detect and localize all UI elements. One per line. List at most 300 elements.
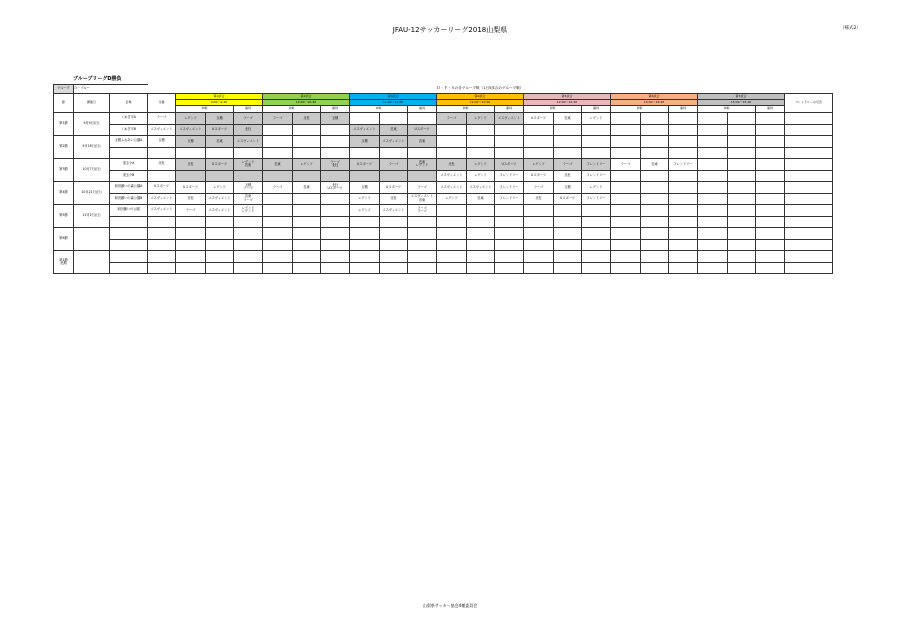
match-cell xyxy=(728,147,756,159)
match-cell xyxy=(641,228,669,240)
match-cell xyxy=(554,136,582,148)
match-cell: エスヴィエント xyxy=(206,205,234,217)
match-cell xyxy=(611,170,641,182)
match-cell xyxy=(669,262,698,274)
match-cell xyxy=(408,239,437,251)
host-cell: 北杜 xyxy=(148,159,176,171)
host-cell: 玉穂 xyxy=(148,136,176,148)
match-cell: フレンドリー xyxy=(669,159,698,171)
match-cell xyxy=(554,205,582,217)
friendly-cell xyxy=(785,262,833,274)
schedule-table xyxy=(53,84,833,274)
match-cell: Uスポーツ xyxy=(408,124,437,136)
match-1-header: 第1試合 xyxy=(176,94,263,100)
match-cell: 忠東 レグンド xyxy=(408,159,437,171)
match-cell: 北杜 xyxy=(380,193,408,205)
match-cell xyxy=(698,159,728,171)
match-cell: 玉穂 xyxy=(350,136,380,148)
versus-header: 対戦 xyxy=(698,106,756,113)
round-label: 第3節 xyxy=(54,159,74,182)
venue-cell: 須玉小A xyxy=(110,159,148,171)
match-cell xyxy=(582,228,611,240)
match-cell: レグンド xyxy=(467,113,495,125)
match-cell: 北杜 xyxy=(437,159,467,171)
match-cell: レグンド xyxy=(582,113,611,125)
match-cell: レグンド 忠東 xyxy=(234,159,263,171)
venue-cell xyxy=(110,228,148,240)
venue-cell: くぬぎ平A xyxy=(110,113,148,125)
match-cell xyxy=(756,239,785,251)
match-cell: Uスポーツ xyxy=(176,182,206,194)
match-cell xyxy=(524,228,554,240)
match-cell xyxy=(698,136,728,148)
match-cell: 北杜 xyxy=(176,193,206,205)
match-cell xyxy=(611,136,641,148)
versus-header: 対戦 xyxy=(437,106,495,113)
match-cell xyxy=(293,147,321,159)
match-cell xyxy=(467,251,495,263)
match-cell xyxy=(554,228,582,240)
match-cell xyxy=(263,205,293,217)
match-cell: 玉穂 xyxy=(206,113,234,125)
match-cell xyxy=(176,228,206,240)
match-cell xyxy=(524,251,554,263)
match-cell xyxy=(293,239,321,251)
match-cell xyxy=(350,113,380,125)
match-cell xyxy=(728,239,756,251)
match-cell: ラーゴ xyxy=(611,159,641,171)
match-cell xyxy=(321,193,350,205)
match-cell xyxy=(756,182,785,194)
match-cell xyxy=(698,147,728,159)
match-cell xyxy=(756,193,785,205)
match-cell: 北杜 xyxy=(524,193,554,205)
match-cell xyxy=(234,216,263,228)
match-cell xyxy=(669,147,698,159)
match-cell xyxy=(669,170,698,182)
venue-cell: 和田藤いの公園 xyxy=(110,205,148,217)
match-cell xyxy=(408,216,437,228)
match-cell: ラーゴ xyxy=(380,159,408,171)
match-cell xyxy=(263,193,293,205)
match-cell xyxy=(176,216,206,228)
group-value: Ｄ－ブルー xyxy=(74,85,148,94)
match-cell xyxy=(756,147,785,159)
match-6-header: 第6試合 xyxy=(611,94,698,100)
match-cell: エスヴィエント xyxy=(495,113,524,125)
round-label: 第6節 xyxy=(54,228,74,251)
match-cell xyxy=(524,262,554,274)
match-cell xyxy=(176,239,206,251)
match-cell: エスヴィエント xyxy=(176,124,206,136)
match-3-time: 11:00～11:40 xyxy=(350,100,437,106)
round-label: 第2節 xyxy=(54,136,74,159)
match-5-time: 12:00～12:40 xyxy=(524,100,611,106)
match-cell xyxy=(408,262,437,274)
match-cell xyxy=(698,251,728,263)
match-cell xyxy=(467,136,495,148)
match-cell xyxy=(467,205,495,217)
venue-cell: くぬぎ平B xyxy=(110,124,148,136)
match-cell xyxy=(206,216,234,228)
match-cell xyxy=(263,124,293,136)
friendly-header: フレンドリーの可否 xyxy=(785,94,833,113)
match-cell xyxy=(437,216,467,228)
match-cell xyxy=(728,251,756,263)
referee-header: 審判 xyxy=(495,106,524,113)
match-cell xyxy=(611,251,641,263)
match-cell xyxy=(234,228,263,240)
match-cell: 忠東 xyxy=(263,159,293,171)
match-cell: ラーゴ xyxy=(554,159,582,171)
match-cell xyxy=(669,239,698,251)
match-cell: 忠東 xyxy=(554,113,582,125)
referee-header: 審判 xyxy=(321,106,350,113)
match-cell xyxy=(206,170,234,182)
referee-header: 審判 xyxy=(408,106,437,113)
friendly-cell xyxy=(785,113,833,125)
match-cell: 玉穂 xyxy=(321,113,350,125)
match-cell xyxy=(641,251,669,263)
venue-cell xyxy=(110,262,148,274)
match-cell: フレンドリー xyxy=(582,193,611,205)
match-cell: 北杜 xyxy=(554,170,582,182)
match-cell xyxy=(437,136,467,148)
match-cell xyxy=(408,251,437,263)
match-cell: レグンド xyxy=(206,182,234,194)
host-cell xyxy=(148,251,176,263)
match-cell: エスヴィエント xyxy=(380,205,408,217)
date-header: 開催日 xyxy=(74,94,110,113)
match-cell: 玉穂 xyxy=(350,182,380,194)
match-cell xyxy=(554,251,582,263)
match-cell xyxy=(611,262,641,274)
match-cell xyxy=(380,216,408,228)
match-cell xyxy=(756,136,785,148)
match-cell: 忠東 xyxy=(467,193,495,205)
match-cell xyxy=(611,147,641,159)
match-cell xyxy=(263,228,293,240)
host-cell xyxy=(148,262,176,274)
match-cell xyxy=(524,136,554,148)
match-cell xyxy=(263,251,293,263)
host-cell xyxy=(148,170,176,182)
match-cell: ラーゴ ラーゴ xyxy=(408,205,437,217)
match-cell xyxy=(582,124,611,136)
host-cell: Uスポーツ xyxy=(148,182,176,194)
referee-header: 審判 xyxy=(669,106,698,113)
match-cell xyxy=(437,251,467,263)
match-cell: レグンド xyxy=(176,113,206,125)
match-cell xyxy=(524,205,554,217)
match-7-header: 第7試合 xyxy=(698,94,785,100)
match-cell xyxy=(408,147,437,159)
match-cell: ラーゴ xyxy=(234,113,263,125)
match-cell: エスヴィエント xyxy=(206,193,234,205)
match-cell: Uスポーツ xyxy=(495,159,524,171)
match-cell xyxy=(350,147,380,159)
match-cell xyxy=(234,147,263,159)
round-date: 10月7日(日) xyxy=(74,159,110,182)
match-cell xyxy=(437,239,467,251)
match-cell xyxy=(698,193,728,205)
match-cell xyxy=(206,251,234,263)
match-cell xyxy=(641,193,669,205)
match-cell xyxy=(437,124,467,136)
match-cell xyxy=(728,170,756,182)
match-cell: ラーゴ xyxy=(263,182,293,194)
match-cell xyxy=(728,159,756,171)
match-cell xyxy=(380,170,408,182)
match-4-time: 11:00～11:40 xyxy=(437,100,524,106)
match-cell: 忠東 xyxy=(408,136,437,148)
match-cell xyxy=(728,113,756,125)
match-cell xyxy=(263,136,293,148)
match-cell xyxy=(756,262,785,274)
match-4-header: 第4試合 xyxy=(437,94,524,100)
match-cell: エスヴィエント xyxy=(437,182,467,194)
match-cell xyxy=(669,228,698,240)
match-cell: エスヴィエント xyxy=(350,124,380,136)
match-cell: レグンド xyxy=(293,159,321,171)
match-cell xyxy=(641,147,669,159)
match-cell xyxy=(176,170,206,182)
match-cell xyxy=(611,193,641,205)
match-cell: 忠東 ラーゴ xyxy=(234,193,263,205)
round-date: 12月2日(日) xyxy=(74,205,110,228)
match-cell xyxy=(728,216,756,228)
match-cell xyxy=(669,205,698,217)
match-cell: レグンド xyxy=(467,159,495,171)
friendly-cell xyxy=(785,182,833,194)
match-cell xyxy=(641,136,669,148)
match-cell xyxy=(582,205,611,217)
match-cell xyxy=(554,262,582,274)
match-cell xyxy=(437,147,467,159)
match-cell xyxy=(321,216,350,228)
match-cell xyxy=(582,147,611,159)
match-cell xyxy=(728,228,756,240)
host-cell xyxy=(148,216,176,228)
match-cell xyxy=(380,147,408,159)
host-cell xyxy=(148,239,176,251)
match-cell xyxy=(495,228,524,240)
match-cell xyxy=(350,228,380,240)
document-title: JFAU-12サッカーリーグ2018山梨県 xyxy=(392,26,508,34)
friendly-cell xyxy=(785,147,833,159)
host-header: 当番 xyxy=(148,94,176,113)
match-cell xyxy=(263,170,293,182)
match-cell xyxy=(698,205,728,217)
versus-header: 対戦 xyxy=(611,106,669,113)
match-cell xyxy=(321,124,350,136)
match-cell: エスヴィエント xyxy=(234,136,263,148)
venue-header: 会場 xyxy=(110,94,148,113)
match-cell: レグンド xyxy=(467,170,495,182)
match-cell xyxy=(176,251,206,263)
match-cell xyxy=(582,136,611,148)
match-cell xyxy=(293,136,321,148)
match-cell xyxy=(321,205,350,217)
match-cell: Uスポーツ xyxy=(524,170,554,182)
match-cell xyxy=(554,124,582,136)
match-cell xyxy=(206,228,234,240)
match-cell xyxy=(350,251,380,263)
match-cell xyxy=(524,239,554,251)
match-cell: 忠東 xyxy=(380,124,408,136)
round-label: 第1節 xyxy=(54,113,74,136)
round-label: 第5節 xyxy=(54,205,74,228)
form-number: （様式2） xyxy=(840,26,861,31)
match-cell xyxy=(293,251,321,263)
friendly-cell xyxy=(785,136,833,148)
match-cell xyxy=(293,193,321,205)
match-cell xyxy=(669,182,698,194)
friendly-cell xyxy=(785,159,833,171)
match-cell xyxy=(728,193,756,205)
match-cell: 北杜 xyxy=(234,124,263,136)
match-cell xyxy=(756,113,785,125)
match-cell xyxy=(641,124,669,136)
match-cell xyxy=(437,262,467,274)
match-cell: ラーゴ xyxy=(263,113,293,125)
match-cell xyxy=(698,262,728,274)
match-cell xyxy=(641,113,669,125)
match-cell xyxy=(467,239,495,251)
match-cell xyxy=(206,262,234,274)
match-cell xyxy=(756,216,785,228)
match-cell xyxy=(293,124,321,136)
match-cell: フレンドリー xyxy=(495,182,524,194)
match-cell xyxy=(495,136,524,148)
match-cell xyxy=(554,239,582,251)
match-cell xyxy=(611,216,641,228)
match-cell: Uスポーツ xyxy=(206,159,234,171)
round-date xyxy=(74,228,110,251)
match-cell xyxy=(263,239,293,251)
match-cell xyxy=(524,216,554,228)
round-label: 第1節 延期 xyxy=(54,251,74,274)
match-cell xyxy=(669,124,698,136)
match-cell xyxy=(263,147,293,159)
match-cell xyxy=(321,251,350,263)
match-cell xyxy=(380,262,408,274)
match-cell xyxy=(321,147,350,159)
match-cell xyxy=(380,239,408,251)
match-cell xyxy=(437,205,467,217)
match-cell xyxy=(554,216,582,228)
match-cell xyxy=(582,239,611,251)
match-1-time: 9:00～9:40 xyxy=(176,100,263,106)
match-cell: フレンドリー xyxy=(495,193,524,205)
versus-header: 対戦 xyxy=(263,106,321,113)
match-cell: フレンドリー xyxy=(582,159,611,171)
host-cell xyxy=(148,228,176,240)
match-cell xyxy=(495,205,524,217)
match-cell xyxy=(234,262,263,274)
versus-header: 対戦 xyxy=(350,106,408,113)
match-cell xyxy=(669,136,698,148)
match-cell xyxy=(408,170,437,182)
match-cell: 忠東 xyxy=(293,182,321,194)
friendly-cell xyxy=(785,251,833,263)
match-cell xyxy=(698,228,728,240)
match-cell xyxy=(756,170,785,182)
match-cell xyxy=(467,124,495,136)
match-2-time: 10:00～10:40 xyxy=(263,100,350,106)
match-cell xyxy=(350,239,380,251)
host-cell xyxy=(148,147,176,159)
friendly-cell xyxy=(785,239,833,251)
friendly-cell xyxy=(785,124,833,136)
match-cell: エスヴィエント xyxy=(467,182,495,194)
referee-header: 審判 xyxy=(234,106,263,113)
match-cell xyxy=(206,147,234,159)
match-cell xyxy=(234,170,263,182)
match-cell xyxy=(293,228,321,240)
match-cell xyxy=(321,239,350,251)
match-cell: 北杜 xyxy=(176,159,206,171)
match-cell xyxy=(641,170,669,182)
match-cell xyxy=(495,251,524,263)
match-cell xyxy=(698,124,728,136)
host-cell: エスヴィエント xyxy=(148,205,176,217)
venue-cell: 和田藤いの森公園B xyxy=(110,193,148,205)
match-cell xyxy=(437,228,467,240)
match-cell xyxy=(698,216,728,228)
match-cell xyxy=(293,205,321,217)
match-cell xyxy=(234,251,263,263)
match-cell xyxy=(728,262,756,274)
match-cell xyxy=(756,124,785,136)
match-cell: ラーゴ xyxy=(437,113,467,125)
match-cell xyxy=(698,182,728,194)
match-cell xyxy=(611,205,641,217)
match-cell: エスヴィエント xyxy=(380,136,408,148)
match-cell xyxy=(495,147,524,159)
match-cell xyxy=(728,205,756,217)
venue-cell xyxy=(110,251,148,263)
footer-text: 山梨県サッカー協会4種委員会 xyxy=(422,603,478,608)
match-cell xyxy=(380,251,408,263)
match-cell xyxy=(641,216,669,228)
match-cell xyxy=(728,124,756,136)
match-cell: レグンド xyxy=(350,193,380,205)
match-cell: 北杜 xyxy=(293,113,321,125)
match-cell: フレンドリー xyxy=(582,170,611,182)
match-cell xyxy=(495,262,524,274)
match-cell xyxy=(263,216,293,228)
match-cell: 忠東 xyxy=(206,136,234,148)
match-cell xyxy=(206,239,234,251)
match-cell: 玉穂 xyxy=(554,182,582,194)
round-date: 9月9日(日) xyxy=(74,113,110,136)
match-cell: Uスポーツ xyxy=(554,193,582,205)
match-cell xyxy=(669,193,698,205)
match-cell xyxy=(698,113,728,125)
match-5-header: 第5試合 xyxy=(524,94,611,100)
match-cell xyxy=(524,124,554,136)
match-cell xyxy=(350,170,380,182)
match-cell xyxy=(467,228,495,240)
friendly-cell xyxy=(785,170,833,182)
match-cell xyxy=(756,159,785,171)
match-cell xyxy=(756,205,785,217)
match-cell xyxy=(756,251,785,263)
match-cell xyxy=(467,262,495,274)
match-cell: レグンド xyxy=(350,205,380,217)
round-date: 9月16日(日) xyxy=(74,136,110,159)
